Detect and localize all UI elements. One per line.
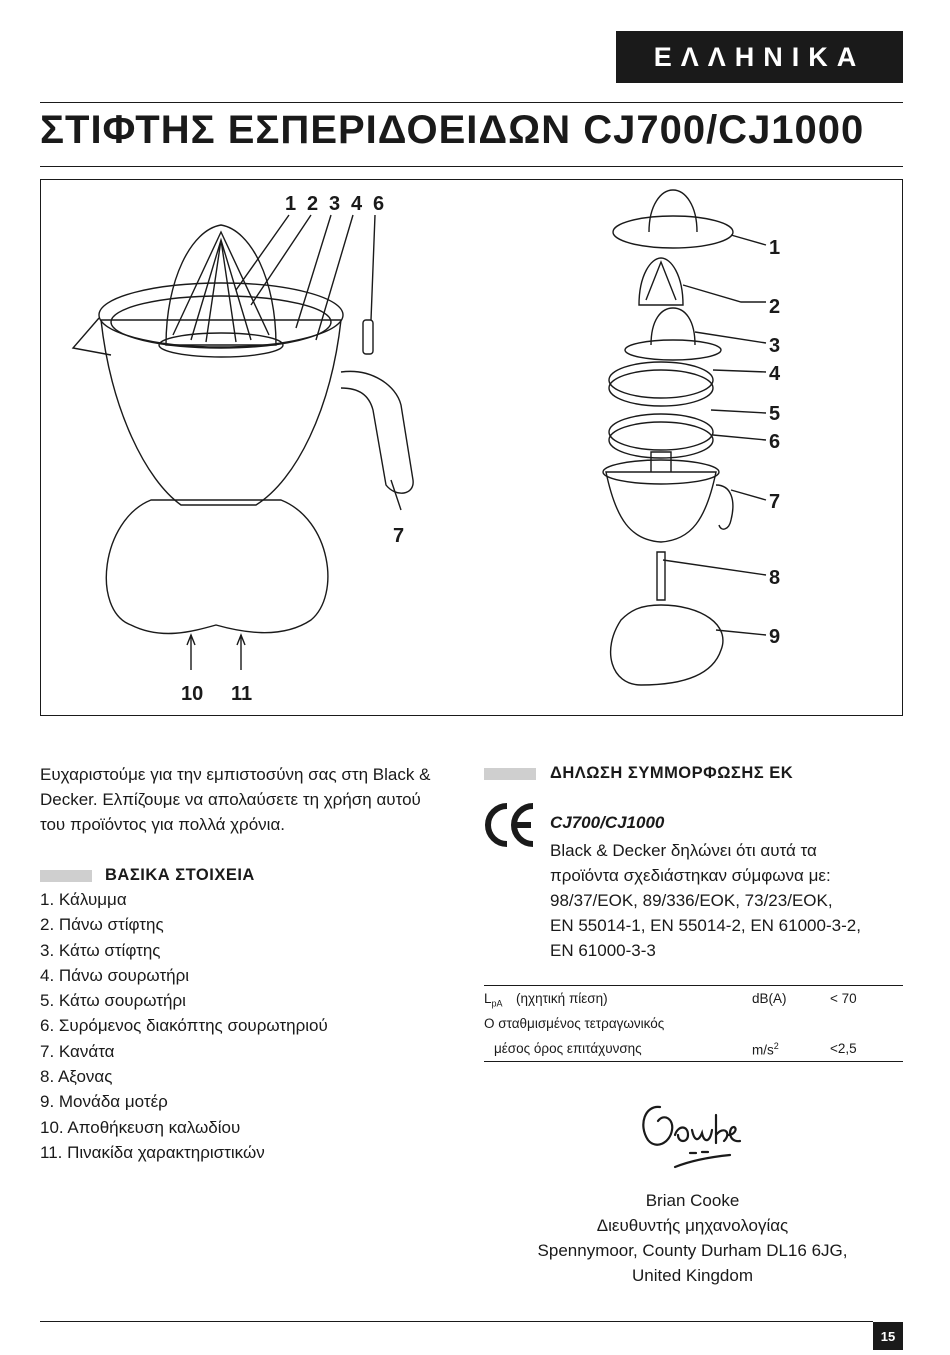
declaration-line: EN 61000-3-3: [550, 941, 656, 960]
callout-left-6: 6: [373, 193, 385, 215]
list-item: 9. Μονάδα μοτέρ: [40, 1092, 168, 1112]
noise-symbol-letter: L: [484, 991, 492, 1006]
signatory-block: [470, 1188, 915, 1288]
list-item: 8. Αξονας: [40, 1067, 113, 1087]
callout-right-3: 3: [769, 335, 781, 357]
list-item: 3. Κάτω στίφτης: [40, 940, 161, 960]
callout-right-6: 6: [769, 431, 781, 453]
product-diagram: [40, 179, 903, 716]
ce-mark-icon: [483, 800, 539, 850]
noise-symbol: [484, 991, 503, 1009]
noise-label: (ηχητική πίεση): [516, 991, 608, 1006]
signatory-name: Brian Cooke: [645, 1191, 740, 1210]
exploded-upper-strainer: [609, 362, 713, 398]
components-list: [40, 887, 328, 1165]
vibration-unit: [752, 1041, 779, 1058]
components-bar: [40, 870, 92, 882]
signatory-role: Διευθυντής μηχανολογίας: [596, 1216, 789, 1235]
signature: [620, 1095, 750, 1180]
noise-symbol-sub: pA: [491, 998, 503, 1009]
callout-right-2: 2: [769, 296, 781, 318]
callout-left-11: 11: [231, 683, 253, 705]
vibration-value: <2,5: [830, 1041, 857, 1056]
list-item: 11. Πινακίδα χαρακτηριστικών: [40, 1142, 265, 1162]
callout-right-1: 1: [769, 237, 781, 259]
callout-right-8: 8: [769, 567, 781, 589]
page-title: ΣΤΙΦΤΗΣ ΕΣΠΕΡΙΔΟΕΙΔΩΝ CJ700/CJ1000: [40, 108, 865, 152]
callout-right-9: 9: [769, 626, 781, 648]
vibration-label-1: Ο σταθμισμένος τετραγωνικός: [484, 1016, 665, 1031]
page-number: 15: [873, 1322, 903, 1350]
callout-left-10: 10: [181, 683, 204, 705]
noise-unit: dB(A): [752, 991, 787, 1006]
declaration-bar: [484, 768, 536, 780]
assembled-handle: [341, 371, 413, 493]
footer-rule: [40, 1321, 873, 1322]
declaration-text: [550, 838, 900, 963]
header-rule-bottom: [40, 166, 903, 167]
list-item: 2. Πάνω στίφτης: [40, 915, 164, 935]
callout-left-3: 3: [329, 193, 341, 215]
noise-row-vibration-label: [484, 1011, 903, 1036]
juicer-illustration: [41, 180, 902, 715]
vibration-unit-sup: 2: [773, 1041, 779, 1051]
list-item: 4. Πάνω σουρωτήρι: [40, 965, 190, 985]
declaration-line: Black & Decker δηλώνει ότι αυτά τα: [550, 841, 817, 860]
signatory-country: United Kingdom: [632, 1266, 753, 1285]
declaration-model: CJ700/CJ1000: [550, 813, 665, 832]
signatory-address: Spennymoor, County Durham DL16 6JG,: [537, 1241, 848, 1260]
intro-text: Ευχαριστούμε για την εμπιστοσύνη σας στη Black & Decker. Ελπίζουμε να απολαύσετε τη χρήση αυτού του προϊόντος για πολλά χρόνια.: [40, 765, 431, 834]
callout-right-4: 4: [769, 363, 781, 385]
list-item: 1. Κάλυμμα: [40, 890, 127, 909]
noise-row-pressure: [484, 986, 903, 1011]
components-heading: ΒΑΣΙΚΑ ΣΤΟΙΧΕΙΑ: [105, 866, 255, 884]
vibration-label-2: μέσος όρος επιτάχυνσης: [494, 1041, 642, 1056]
exploded-shaft: [657, 552, 665, 600]
declaration-line: 98/37/ΕΟΚ, 89/336/ΕΟΚ, 73/23/ΕΟΚ,: [550, 891, 833, 910]
declaration-heading: ΔΗΛΩΣΗ ΣΥΜΜΟΡΦΩΣΗΣ ΕΚ: [550, 764, 794, 782]
exploded-upper-cone: [639, 258, 683, 305]
list-item: 5. Κάτω σουρωτήρι: [40, 991, 186, 1011]
exploded-motor-base: [611, 605, 723, 685]
noise-value: < 70: [830, 991, 857, 1006]
callout-left-1: 1: [285, 193, 297, 215]
list-item: 6. Συρόμενος διακόπτης σουρωτηριού: [40, 1016, 328, 1036]
exploded-lower-strainer: [609, 414, 713, 450]
declaration-line: EN 55014-1, EN 55014-2, EN 61000-3-2,: [550, 916, 861, 935]
exploded-jug: [606, 472, 716, 542]
language-tab: ΕΛΛΗΝΙΚΑ: [616, 31, 903, 83]
noise-table: [484, 985, 903, 1062]
noise-row-vibration: [484, 1036, 903, 1061]
list-item: 7. Κανάτα: [40, 1041, 115, 1061]
callout-left-2: 2: [307, 193, 319, 215]
callout-right-5: 5: [769, 403, 781, 425]
header-rule-top: [40, 102, 903, 103]
vibration-unit-base: m/s: [752, 1042, 774, 1058]
callout-right-7: 7: [769, 491, 781, 513]
list-item: 10. Αποθήκευση καλωδίου: [40, 1117, 241, 1137]
declaration-line: προϊόντα σχεδιάστηκαν σύμφωνα με:: [550, 866, 831, 885]
callout-left-4: 4: [351, 193, 363, 215]
callout-left-7: 7: [393, 525, 405, 547]
exploded-lid: [613, 216, 733, 248]
assembled-base: [106, 500, 328, 634]
